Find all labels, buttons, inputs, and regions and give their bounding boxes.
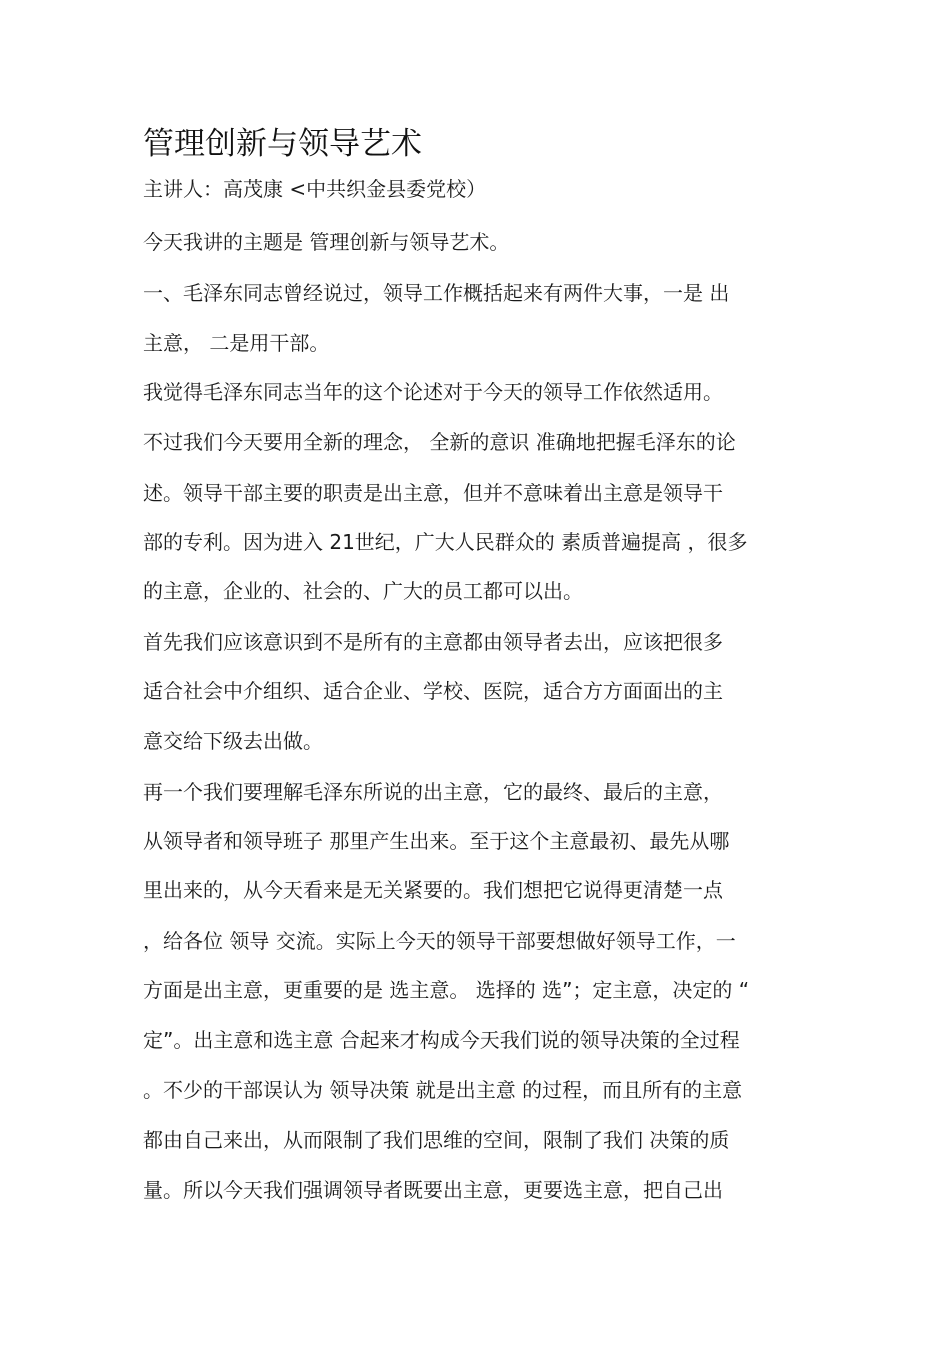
text-line: 再一个我们要理解毛泽东所说的出主意，它的最终、最后的主意，	[143, 780, 723, 804]
text-line: ，给各位 领导 交流。实际上今天的领导干部要想做好领导工作，一	[143, 929, 736, 953]
text-line: 一、毛泽东同志曾经说过，领导工作概括起来有两件大事，一是 出	[143, 281, 730, 305]
text-line: 述。领导干部主要的职责是出主意，但并不意味着出主意是领导干	[143, 481, 723, 505]
text-line: 我觉得毛泽东同志当年的这个论述对于今天的领导工作依然适用。	[143, 380, 723, 404]
text-line: 部的专利。因为进入 21世纪，广大人民群众的 素质普遍提高 ，很多	[143, 530, 748, 554]
speaker-line: 主讲人：高茂康 <中共织金县委党校）	[143, 177, 487, 201]
text-line: 意交给下级去出做。	[143, 729, 323, 753]
text-line: 今天我讲的主题是 管理创新与领导艺术。	[143, 230, 510, 254]
text-line: 主意， 二是用干部。	[143, 331, 330, 355]
text-line: 定”。出主意和选主意 合起来才构成今天我们说的领导决策的全过程	[143, 1028, 740, 1052]
text-line: 。不少的干部误认为 领导决策 就是出主意 的过程，而且所有的主意	[143, 1078, 743, 1102]
text-line: 都由自己来出，从而限制了我们思维的空间，限制了我们 决策的质	[143, 1128, 730, 1152]
text-line: 不过我们今天要用全新的理念， 全新的意识 准确地把握毛泽东的论	[143, 430, 736, 454]
text-line: 首先我们应该意识到不是所有的主意都由领导者去出，应该把很多	[143, 630, 723, 654]
text-line: 量。所以今天我们强调领导者既要出主意，更要选主意，把自己出	[143, 1178, 723, 1202]
text-line: 的主意，企业的、社会的、广大的员工都可以出。	[143, 579, 583, 603]
text-line: 里出来的，从今天看来是无关紧要的。我们想把它说得更清楚一点	[143, 878, 723, 902]
text-line: 从领导者和领导班子 那里产生出来。至于这个主意最初、最先从哪	[143, 829, 730, 853]
document-title: 管理创新与领导艺术	[143, 126, 422, 162]
text-line: 方面是出主意，更重要的是 选主意。 选择的 选”；定主意，决定的 “	[143, 978, 750, 1002]
text-line: 适合社会中介组织、适合企业、学校、医院，适合方方面面出的主	[143, 679, 723, 703]
